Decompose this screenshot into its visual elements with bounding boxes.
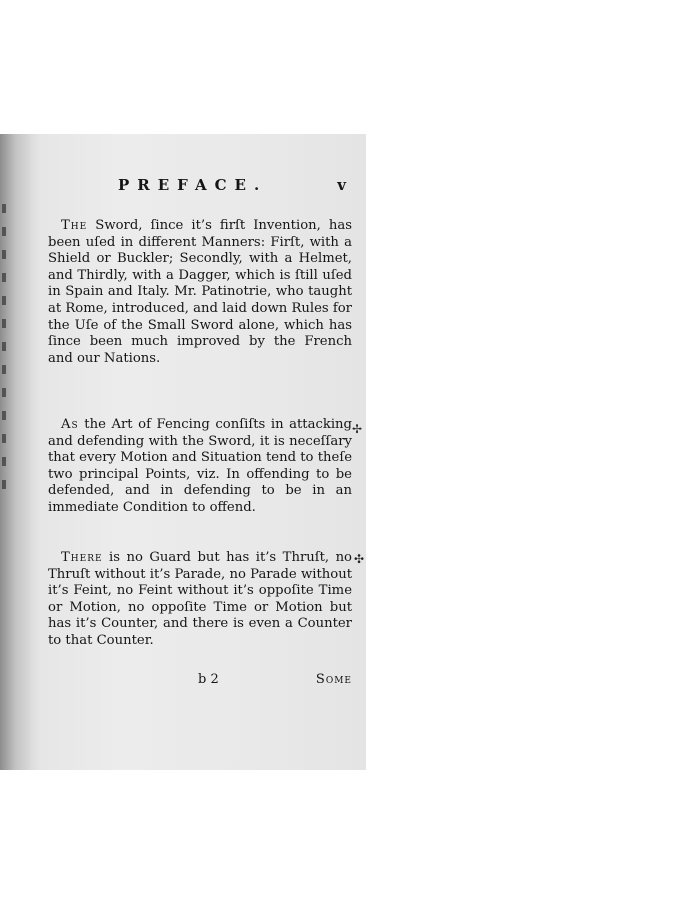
scanned-page	[0, 134, 366, 770]
running-head-title: PREFACE.	[118, 176, 268, 194]
paragraph-3	[48, 550, 352, 650]
page-number: v	[337, 176, 346, 194]
paragraph-2-lead: As	[61, 417, 79, 432]
paragraph-2-text: the Art of Fencing conſiſts in attacking and defending with the Sword, it is neceſſary that every Motion and Situation tend to theſe two principal Points, viz. In offending to be defended, and in defending to be in an immediate Condition to offend.	[48, 417, 352, 515]
paragraph-2	[48, 417, 352, 517]
book-spine-gutter	[0, 134, 30, 770]
ink-blot-mark: ✢	[352, 422, 363, 436]
signature-mark: b 2	[198, 672, 219, 687]
paragraph-1-text: Sword, ſince it’s firſt Invention, has been uſed in different Manners: Firſt, with a Shield or Buckler; Secondly, with a Helmet, and Thirdly, with a Dagger, which is ſtill uſed in Spain and Italy. Mr. Patinotrie, who taught at Rome, introduced, and laid down Rules for the Uſe of the Small Sword alone, which has ſince been much improved by the French and our Nations.	[48, 218, 352, 366]
paragraph-1	[48, 218, 352, 367]
running-head	[118, 176, 366, 200]
paragraph-3-lead: There	[61, 550, 103, 565]
catchword: Some	[315, 672, 352, 687]
paragraph-1-lead: The	[61, 218, 88, 233]
paragraph-3-text: is no Guard but has it’s Thruſt, no Thruſt without it’s Parade, no Parade without it’s Feint, no Feint without it’s oppoſite Time or Motion, no oppoſite Time or Motion but has it’s Counter, and there is even a Counter to that Counter.	[48, 550, 353, 648]
ink-blot-mark: ✣	[354, 552, 365, 566]
facing-page-edge-marks	[2, 204, 12, 503]
page-footer	[198, 672, 352, 690]
text-page	[40, 134, 366, 770]
